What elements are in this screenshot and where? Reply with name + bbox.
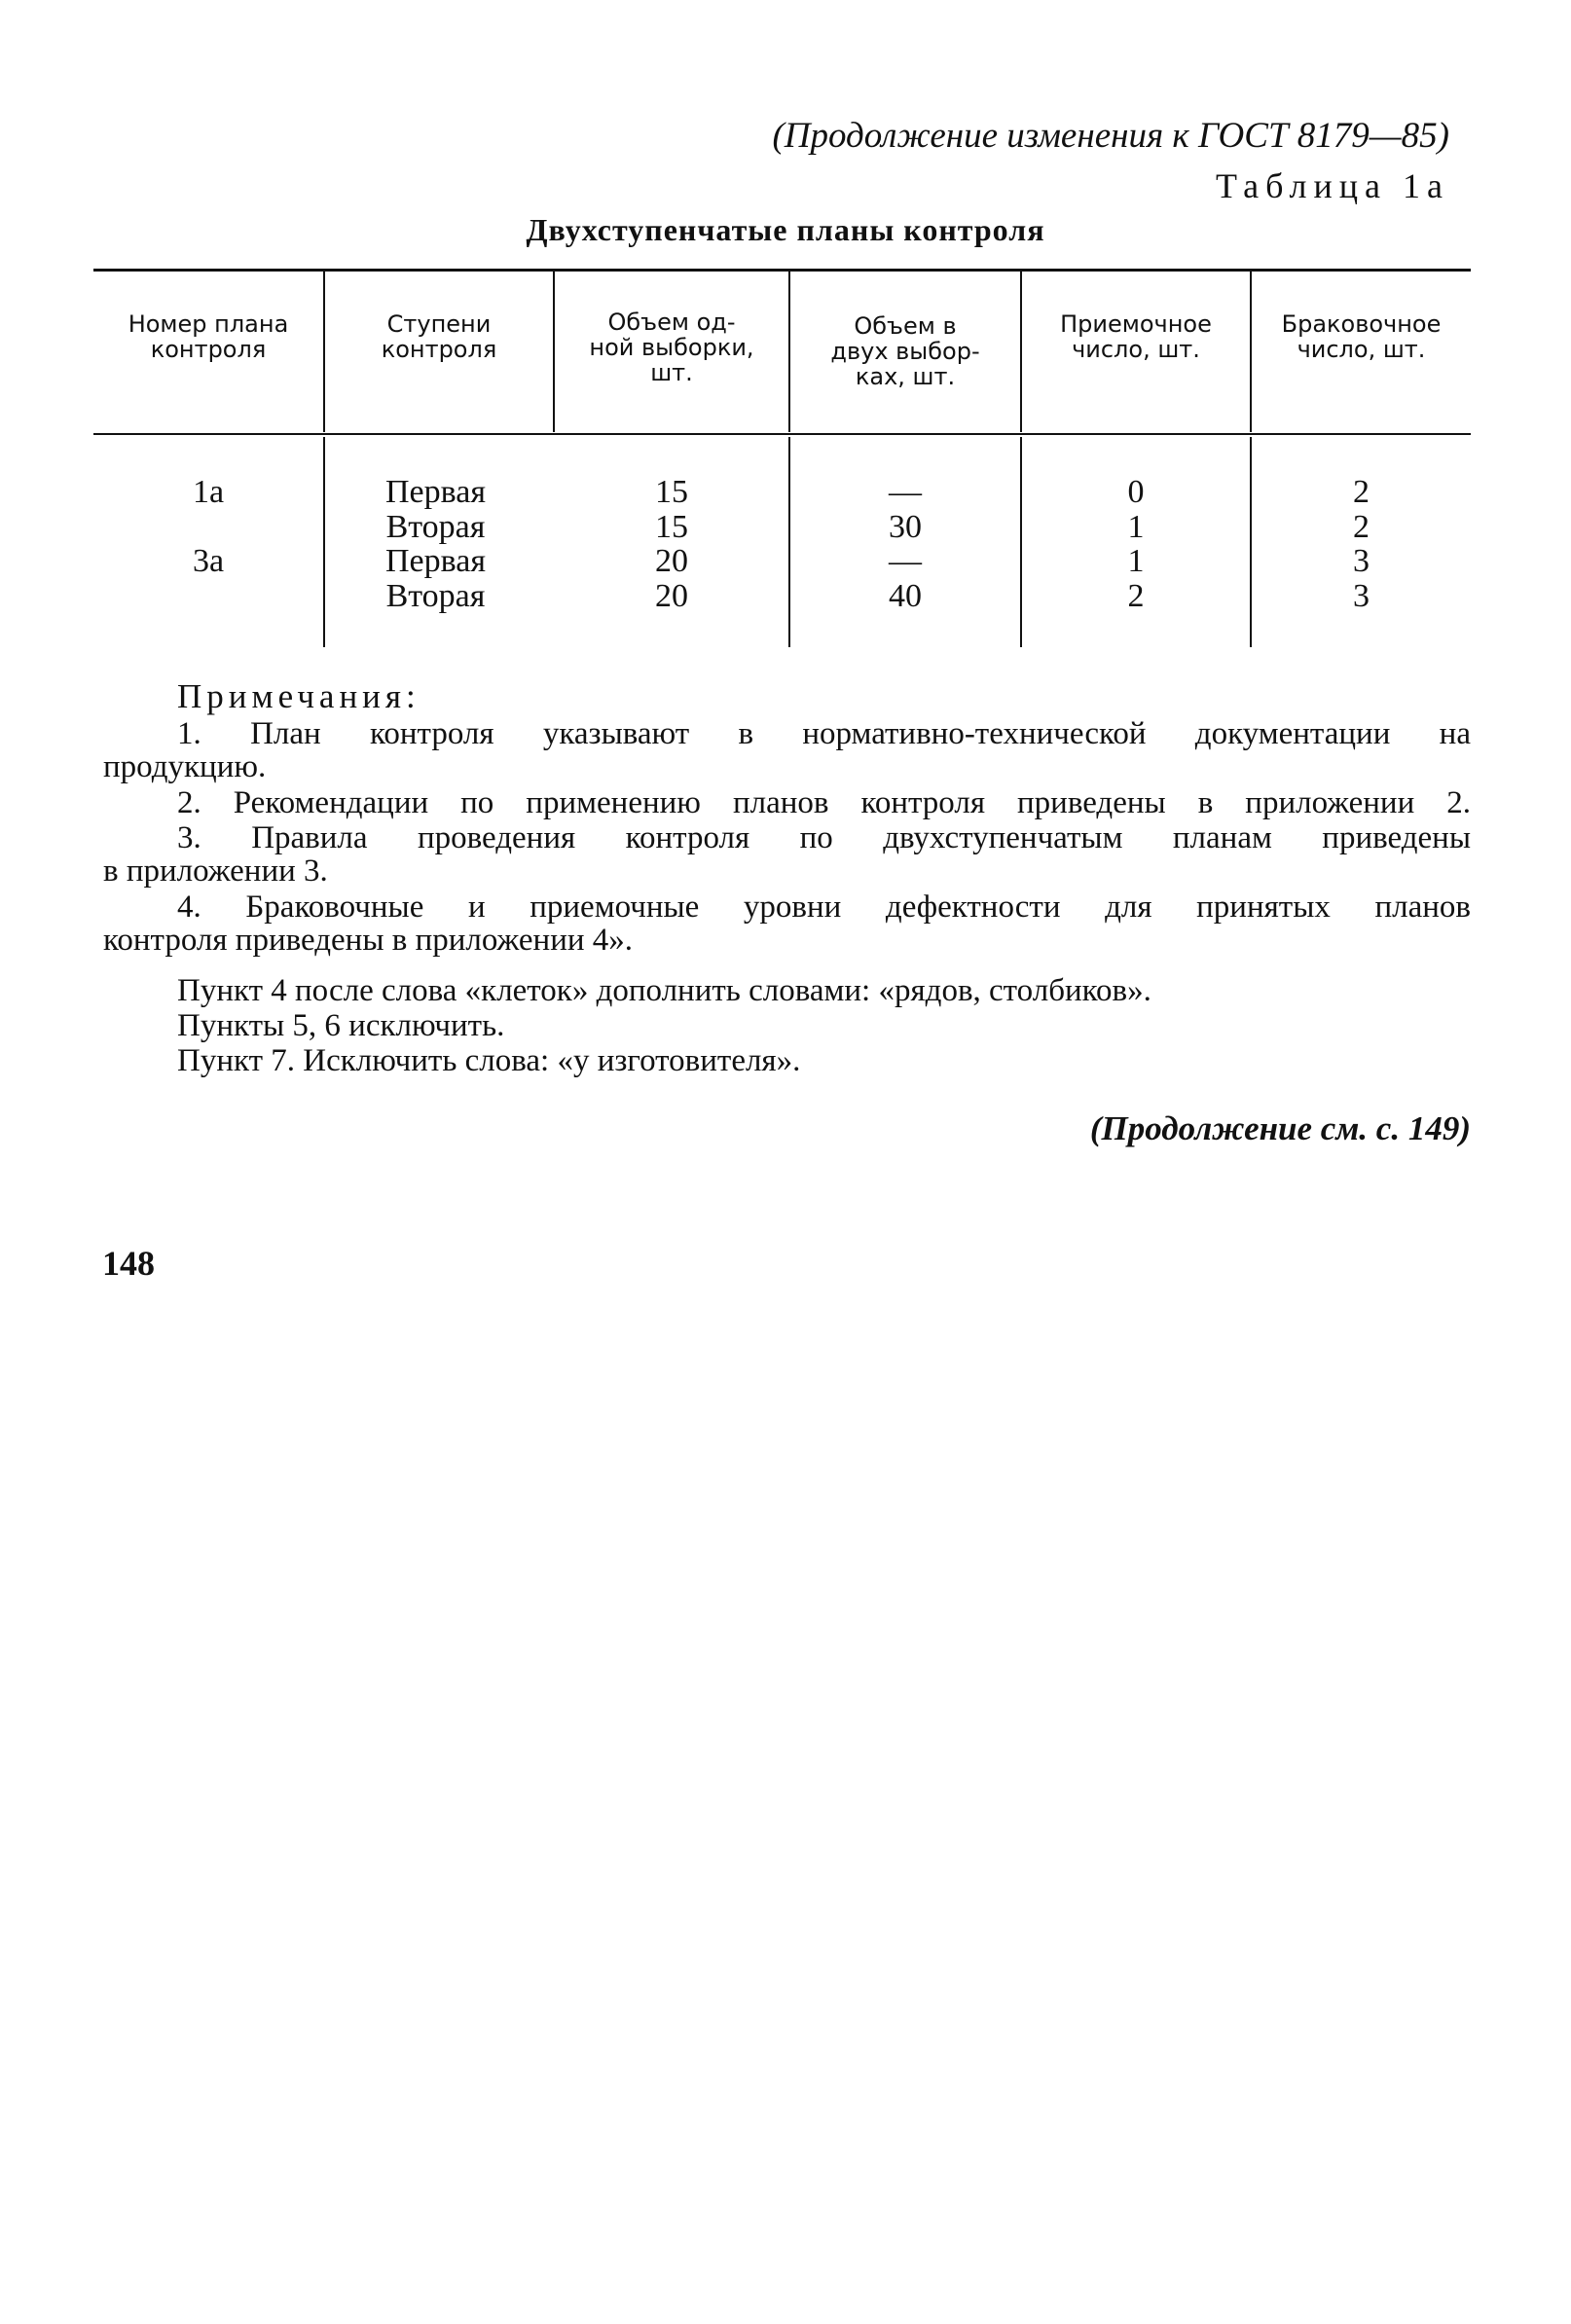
table-cell: 1 xyxy=(1127,509,1145,545)
table-cell: — xyxy=(889,474,922,510)
note-text: 1. План контроля указывают в нормативно-технической документации на xyxy=(177,716,1471,751)
table-cell: 15 xyxy=(655,474,688,510)
table-cell: 15 xyxy=(655,509,688,545)
column-header: Приемочное число, шт. xyxy=(1060,310,1212,363)
table-cell: 1 xyxy=(1127,543,1145,579)
note-text: 2. Рекомендации по применению планов контроля приведены в приложении 2. xyxy=(177,785,1471,820)
table-cell: 0 xyxy=(1127,474,1145,510)
table-cell: Вторая xyxy=(385,578,486,614)
table-cell: 2 xyxy=(1353,509,1370,545)
table-cell: — xyxy=(889,543,922,579)
note-text: 3. Правила проведения контроля по двухступенчатым планам приведены xyxy=(177,820,1471,855)
table-top-rule xyxy=(93,269,1471,272)
table-cell: 20 xyxy=(655,578,688,614)
table-cell: 2 xyxy=(1127,578,1145,614)
amendment-paragraph: Пункт 7. Исключить слова: «у изготовителя». xyxy=(177,1043,801,1078)
note-item xyxy=(103,717,1471,783)
note-text: в приложении 3. xyxy=(103,853,328,889)
amendment-paragraph: Пункты 5, 6 исключить. xyxy=(177,1008,505,1043)
notes-heading: Примечания: xyxy=(177,677,420,715)
table-cell: Вторая xyxy=(385,509,486,545)
table-cell: 30 xyxy=(889,509,922,545)
note-text: продукцию. xyxy=(103,749,267,784)
table-cell: 3 xyxy=(1353,543,1370,579)
table-title: Двухступенчатые планы контроля xyxy=(526,212,1045,247)
note-item xyxy=(103,786,1471,819)
table-cell: Первая xyxy=(385,474,486,510)
note-text: 4. Браковочные и приемочные уровни дефектности для принятых планов xyxy=(177,890,1471,925)
column-divider xyxy=(323,437,325,647)
note-item xyxy=(103,821,1471,888)
table-header-rule xyxy=(93,433,1471,435)
table-cell: 2 xyxy=(1353,474,1370,510)
amendment-paragraph: Пункт 4 после слова «клеток» дополнить словами: «рядов, столбиков». xyxy=(177,973,1151,1008)
table-cell: 40 xyxy=(889,578,922,614)
note-item xyxy=(103,890,1471,957)
table-cell: Первая xyxy=(385,543,486,579)
table-label: Таблица 1а xyxy=(1216,166,1449,205)
document-header: (Продолжение изменения к ГОСТ 8179—85) xyxy=(772,116,1449,156)
table-cell: 20 xyxy=(655,543,688,579)
column-header: Объем в двух выбор- ках, шт. xyxy=(830,312,980,390)
column-header: Объем од- ной выборки, шт. xyxy=(589,309,754,386)
continuation-note: (Продолжение см. с. 149) xyxy=(1089,1109,1471,1147)
note-text: контроля приведены в приложении 4». xyxy=(103,923,634,958)
table-cell: 1а xyxy=(192,474,225,510)
column-header: Ступени контроля xyxy=(381,310,497,363)
table-cell: 3 xyxy=(1353,578,1370,614)
table-cell: 3а xyxy=(192,543,225,579)
page-number: 148 xyxy=(102,1244,155,1283)
column-header: Номер плана контроля xyxy=(128,310,289,363)
column-header: Браковочное число, шт. xyxy=(1281,310,1442,363)
